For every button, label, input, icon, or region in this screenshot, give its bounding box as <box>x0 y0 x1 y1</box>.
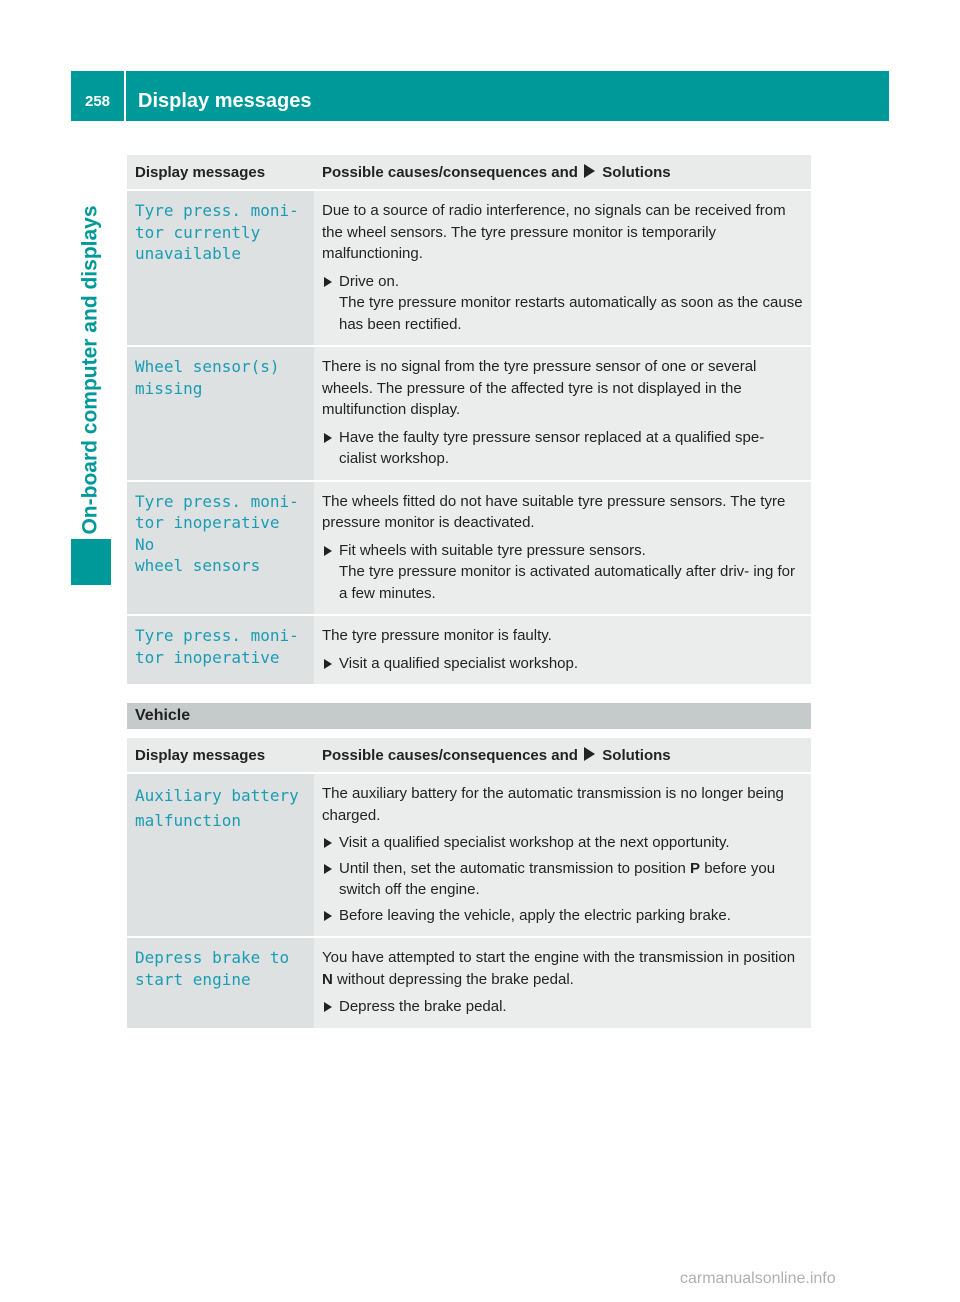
step-text-continued: before you switch off the engine. <box>339 859 776 898</box>
table-row <box>127 937 811 1029</box>
table-row <box>127 346 811 481</box>
watermark: carmanualsonline.info <box>680 1270 836 1287</box>
display-message: Tyre press. moni‐ tor inoperative <box>135 626 299 667</box>
cause-text: Due to a source of radio interference, no signals can be received from the wheel sensors. The tyre pressure monitor is temporarily malfunctioning. <box>322 202 786 262</box>
step-arrow-icon <box>324 838 332 848</box>
section-side-tab <box>71 155 111 584</box>
solution-step <box>322 540 803 605</box>
display-message: Auxiliary battery malfunction <box>135 786 299 830</box>
display-message: Tyre press. moni‐ tor currently unavailable <box>135 201 299 263</box>
column-header-causes-solutions <box>314 738 811 773</box>
step-arrow-icon <box>324 433 332 443</box>
step-text: Until then, set the automatic transmission to position <box>339 859 686 877</box>
cause-text: There is no signal from the tyre pressure sensor of one or several wheels. The pressure of the affected tyre is not displayed in the multifunction display. <box>322 358 757 418</box>
step-result-text: The tyre pressure monitor restarts automatically as soon as the cause has been rectified. <box>339 294 803 333</box>
step-result-text: The tyre pressure monitor is activated automatically after driv‐ ing for a few minutes. <box>339 563 796 602</box>
step-arrow-icon <box>324 659 332 669</box>
step-text: Fit wheels with suitable tyre pressure sensors. <box>339 541 646 559</box>
column-header-display-messages: Display messages <box>127 738 314 773</box>
display-message: Depress brake to start engine <box>135 948 290 989</box>
column-header-causes-text: Possible causes/consequences and <box>322 746 578 764</box>
page-number: 258 <box>71 71 126 121</box>
side-tab-label: On-board computer and displays <box>79 204 102 535</box>
column-header-solutions-text: Solutions <box>602 746 671 764</box>
solution-step <box>322 905 803 927</box>
column-header-causes-text: Possible causes/consequences and <box>322 163 578 181</box>
vehicle-messages-table <box>127 738 811 1030</box>
step-arrow-icon <box>324 864 332 874</box>
step-text: Visit a qualified specialist workshop. <box>339 654 579 672</box>
vehicle-section-title: Vehicle <box>127 703 811 729</box>
table-row <box>127 481 811 616</box>
column-header-display-messages: Display messages <box>127 155 314 190</box>
solution-step <box>322 271 803 336</box>
solution-arrow-icon <box>584 164 595 178</box>
step-text: Visit a qualified specialist workshop at the next opportunity. <box>339 834 730 851</box>
step-arrow-icon <box>324 1002 332 1012</box>
column-header-solutions-text: Solutions <box>602 163 671 181</box>
step-text: Drive on. <box>339 272 400 290</box>
solution-step <box>322 858 803 901</box>
step-arrow-icon <box>324 277 332 287</box>
cause-text-before: You have attempted to start the engine with the transmission in position <box>322 949 796 966</box>
page-header <box>71 71 889 121</box>
display-message: Wheel sensor(s) missing <box>135 357 280 398</box>
solution-step <box>322 832 803 854</box>
table-header-row <box>127 738 811 773</box>
column-header-causes-solutions <box>314 155 811 190</box>
table-row <box>127 773 811 937</box>
solution-step <box>322 653 803 675</box>
display-message: Tyre press. moni‐ tor inoperative No wheel sensors <box>135 491 299 575</box>
gear-position-n: N <box>322 970 333 988</box>
cause-text: The auxiliary battery for the automatic transmission is no longer being charged. <box>322 785 784 824</box>
table-row <box>127 615 811 685</box>
step-arrow-icon <box>324 546 332 556</box>
solution-step <box>322 427 803 470</box>
side-tab-marker <box>71 539 111 585</box>
solution-step <box>322 996 803 1018</box>
table-row <box>127 190 811 346</box>
solution-arrow-icon <box>584 747 595 761</box>
table-header-row <box>127 155 811 190</box>
cause-text <box>322 947 803 990</box>
gear-position-p: P <box>690 859 701 877</box>
step-text: Before leaving the vehicle, apply the electric parking brake. <box>339 906 731 924</box>
tyre-pressure-messages-table <box>127 155 811 686</box>
cause-text: The tyre pressure monitor is faulty. <box>322 627 552 644</box>
cause-text: The wheels fitted do not have suitable tyre pressure sensors. The tyre pressure monitor is deactivated. <box>322 492 786 531</box>
cause-text-after: without depressing the brake pedal. <box>337 970 574 988</box>
step-text: Depress the brake pedal. <box>339 998 507 1015</box>
step-text: Have the faulty tyre pressure sensor replaced at a qualified spe‐ cialist workshop. <box>339 428 765 467</box>
step-arrow-icon <box>324 911 332 921</box>
page-title: Display messages <box>138 89 312 112</box>
